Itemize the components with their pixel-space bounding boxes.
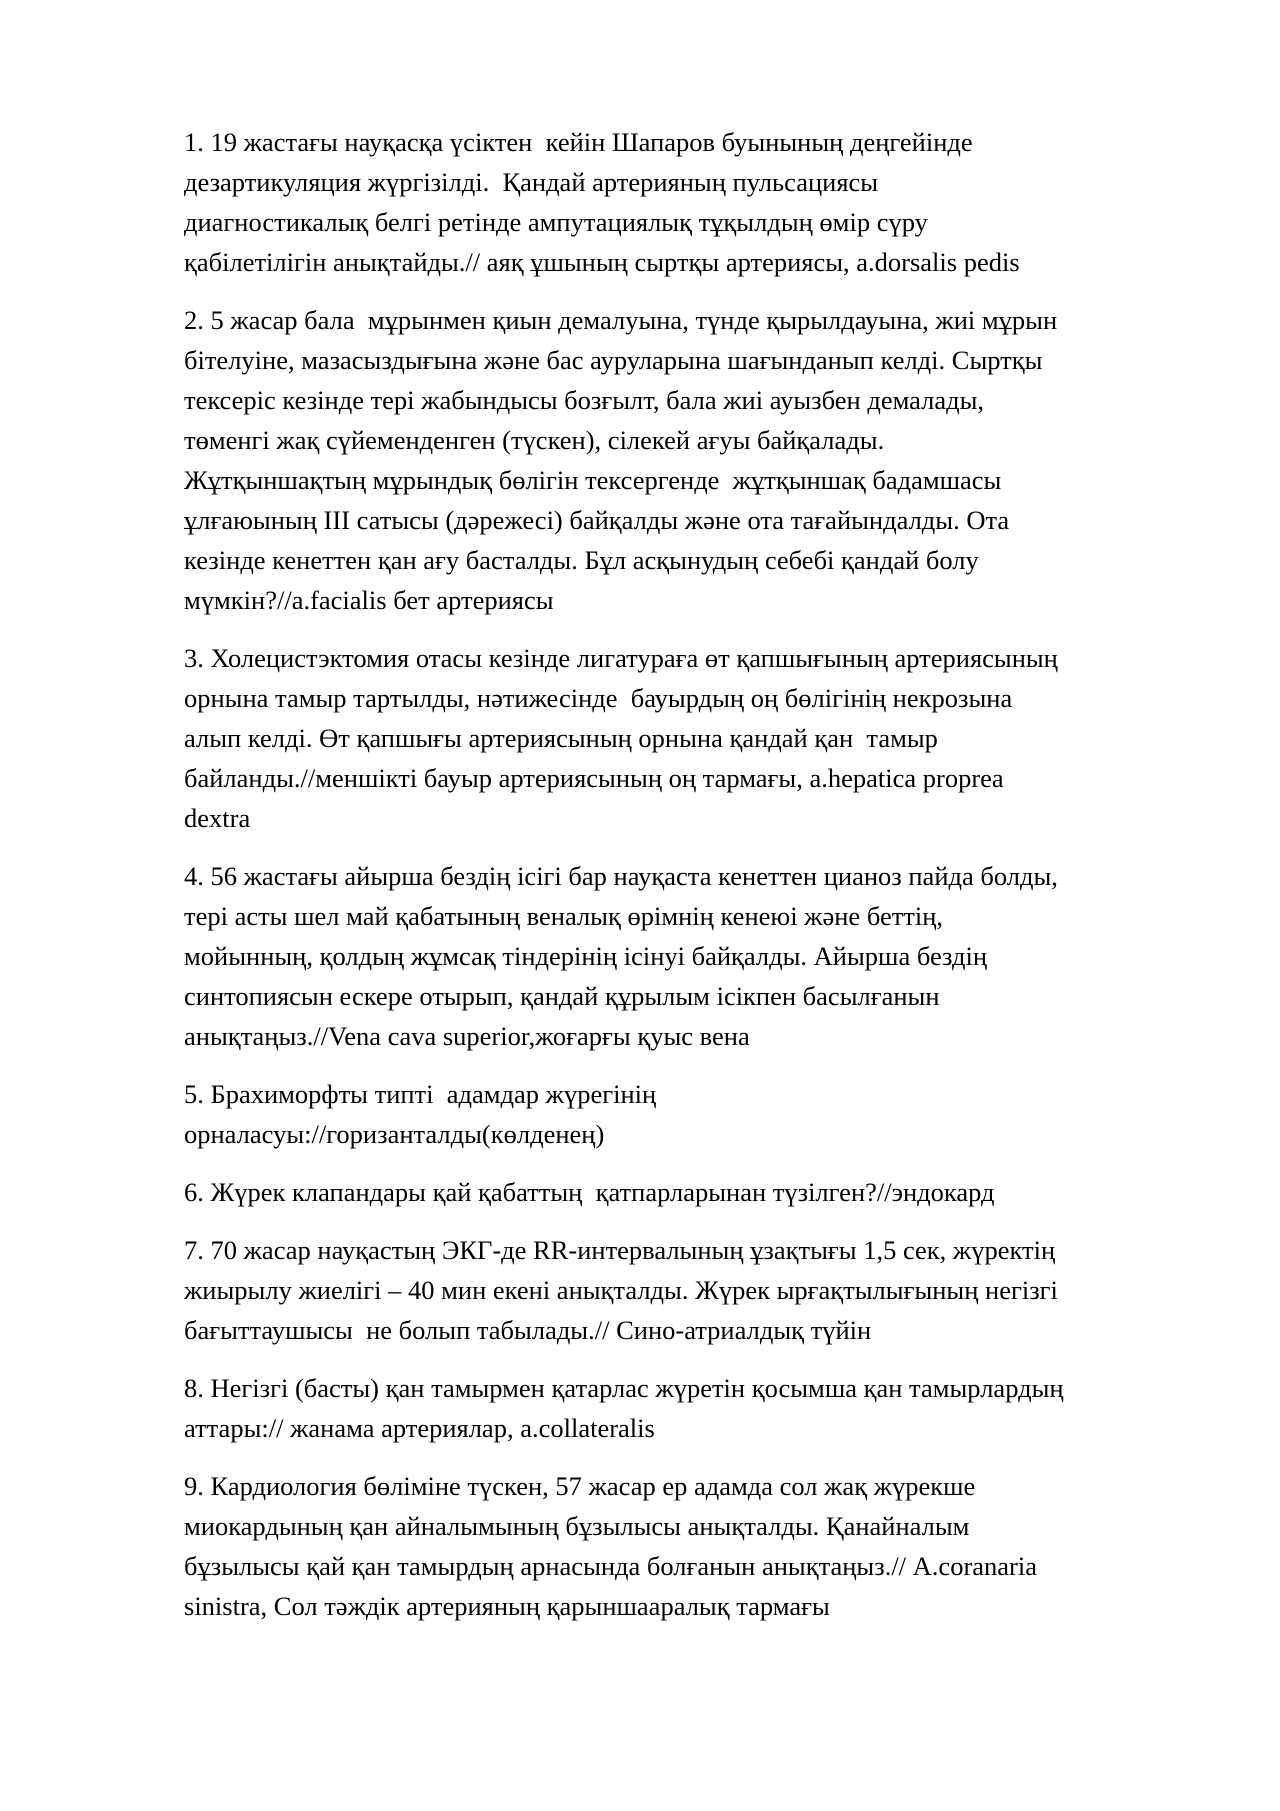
text-line: 1. 19 жастағы науқасқа үсіктен кейін Шапаров буынының деңгейінде <box>184 127 973 157</box>
question-item-6 <box>184 1172 1194 1212</box>
question-item-4 <box>184 856 1194 1056</box>
text-line: Жұтқыншақтың мұрындық бөлігін тексергенде жұтқыншақ бадамшасы <box>184 465 1002 495</box>
text-line: 9. Кардиология бөліміне түскен, 57 жасар ер адамда сол жақ жүрекше <box>184 1471 976 1501</box>
question-item-3 <box>184 638 1194 838</box>
text-line: тері асты шел май қабатының веналық өрімнің кенеюі және беттің, <box>184 901 944 931</box>
text-line: байланды.//меншікті бауыр артериясының оң тармағы, a.hepatica proprea <box>184 763 1004 793</box>
text-line: орналасуы://горизанталды(көлденең) <box>184 1119 605 1149</box>
text-line: ұлғаюының ІІІ сатысы (дәрежесі) байқалды және ота тағайындалды. Ота <box>184 505 1010 535</box>
text-line: тексеріс кезінде тері жабындысы бозғылт, бала жиі ауызбен демалады, <box>184 385 985 415</box>
text-line: dextra <box>184 803 251 833</box>
question-item-9 <box>184 1466 1194 1626</box>
text-line: 5. Брахиморфты типті адамдар жүрегінің <box>184 1079 657 1109</box>
text-line: жиырылу жиелігі – 40 мин екені анықталды. Жүрек ырғақтылығының негізгі <box>184 1275 1058 1305</box>
question-item-1 <box>184 122 1194 282</box>
text-line: мойынның, қолдың жұмсақ тіндерінің ісінуі байқалды. Айырша бездің <box>184 941 988 971</box>
text-line: диагностикалық белгі ретінде ампутациялық тұқылдың өмір сүру <box>184 207 928 237</box>
text-line: бұзылысы қай қан тамырдың арнасында болғанын анықтаңыз.// A.coranaria <box>184 1551 1037 1581</box>
text-line: орнына тамыр тартылды, нәтижесінде бауырдың оң бөлігінің некрозына <box>184 683 1013 713</box>
text-line: кезінде кенеттен қан ағу басталды. Бұл асқынудың себебі қандай болу <box>184 545 979 575</box>
text-line: төменгі жақ сүйеменденген (түскен), сілекей ағуы байқалады. <box>184 425 885 455</box>
question-item-5 <box>184 1074 1194 1154</box>
question-item-7 <box>184 1230 1194 1350</box>
text-line: аттары:// жанама артериялар, a.collateralis <box>184 1413 655 1443</box>
text-line: бітелуіне, мазасыздығына және бас ауруларына шағынданып келді. Сыртқы <box>184 345 1043 375</box>
question-item-2 <box>184 300 1194 620</box>
text-line: бағыттаушысы не болып табылады.// Сино-атриалдық түйін <box>184 1315 872 1345</box>
text-line: 6. Жүрек клапандары қай қабаттың қатпарларынан түзілген?//эндокард <box>184 1177 995 1207</box>
text-line: 3. Холецистэктомия отасы кезінде лигатураға өт қапшығының артериясының <box>184 643 1058 673</box>
text-line: миокардының қан айналымының бұзылысы анықталды. Қанайналым <box>184 1511 970 1541</box>
text-line: 7. 70 жасар науқастың ЭКГ-де RR-интервалының ұзақтығы 1,5 сек, жүректің <box>184 1235 1056 1265</box>
text-line: анықтаңыз.//Vena cava superior,жоғарғы қуыс вена <box>184 1021 750 1051</box>
text-line: 8. Негізгі (басты) қан тамырмен қатарлас жүретін қосымша қан тамырлардың <box>184 1373 1064 1403</box>
text-line: синтопиясын ескере отырып, қандай құрылым ісікпен басылғанын <box>184 981 940 1011</box>
text-line: дезартикуляция жүргізілді. Қандай артерияның пульсациясы <box>184 167 879 197</box>
text-line: мүмкін?//a.facialis бет артериясы <box>184 585 554 615</box>
text-line: алып келді. Өт қапшығы артериясының орнына қандай қан тамыр <box>184 723 938 753</box>
text-line: қабілетілігін анықтайды.// аяқ ұшының сыртқы артериясы, a.dorsalis pedis <box>184 247 1020 277</box>
text-line: 2. 5 жасар бала мұрынмен қиын демалуына, түнде қырылдауына, жиі мұрын <box>184 305 1058 335</box>
question-item-8 <box>184 1368 1194 1448</box>
document-body <box>184 122 1194 1644</box>
text-line: 4. 56 жастағы айырша бездің ісігі бар науқаста кенеттен цианоз пайда болды, <box>184 861 1058 891</box>
text-line: sinistra, Сол тәждік артерияның қарыншааралық тармағы <box>184 1591 830 1621</box>
